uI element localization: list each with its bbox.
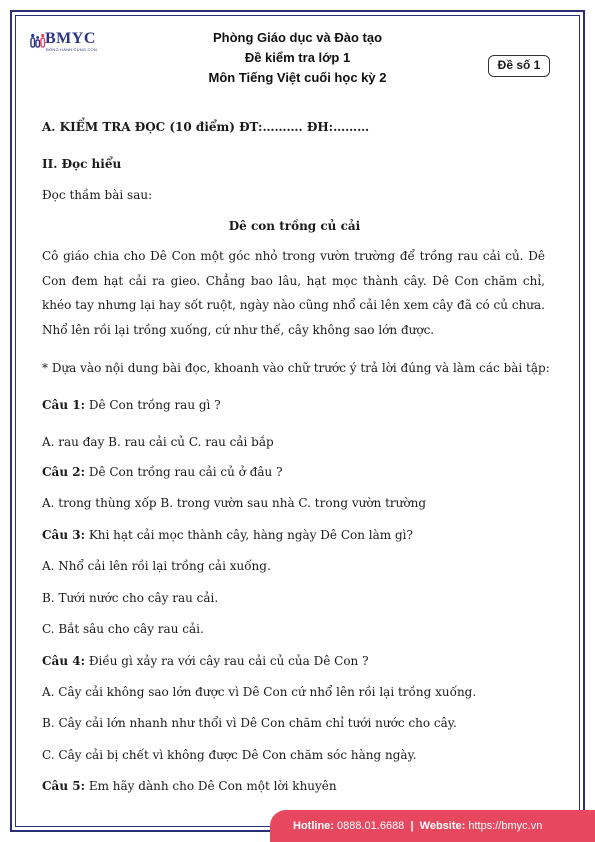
hotline-number[interactable]: 0888.01.6688: [337, 820, 405, 832]
page-frame-inner: [15, 15, 580, 827]
task-instruction: * Dựa vào nội dung bài đọc, khoanh vào chữ trước ý trả lời đúng và làm các bài tập:: [42, 361, 550, 375]
question-4-option-b: B. Cây cải lớn nhanh như thổi vì Dê Con chăm chỉ tưới nước cho cây.: [42, 716, 457, 730]
story-title: Dê con trồng củ cải: [228, 219, 361, 233]
question-3-option-c: C. Bắt sâu cho cây rau cải.: [42, 622, 204, 636]
hotline-label: Hotline:: [293, 820, 334, 832]
question-3-option-b: B. Tưới nước cho cây rau cải.: [42, 591, 219, 605]
question-text: Điều gì xảy ra với cây rau cải củ của Dê Con ?: [85, 654, 369, 668]
question-4-option-a: A. Cây cải không sao lớn được vì Dê Con cứ nhổ lên rồi lại trồng xuống.: [42, 685, 477, 699]
footer-contact-bar: [270, 810, 595, 842]
question-label: Câu 3:: [42, 528, 86, 542]
question-2-options: A. trong thùng xốp B. trong vườn sau nhà C. trong vườn trường: [42, 496, 427, 510]
logo-text: BMYC: [45, 30, 96, 47]
header-department: Phòng Giáo dục và Đào tạo: [212, 30, 383, 45]
header-subject: Môn Tiếng Việt cuối học kỳ 2: [208, 70, 387, 85]
question-1: [42, 398, 547, 412]
question-label: Câu 1:: [42, 398, 86, 412]
reading-instruction: Đọc thầm bài sau:: [42, 188, 153, 202]
question-text: Dê Con trồng rau gì ?: [85, 398, 221, 412]
question-4: [42, 654, 547, 668]
question-4-option-c: C. Cây cải bị chết vì không được Dê Con chăm sóc hàng ngày.: [42, 748, 417, 762]
question-label: Câu 5:: [42, 779, 86, 793]
website-link[interactable]: https://bmyc.vn: [468, 820, 543, 832]
exam-number-badge: Đề số 1: [488, 55, 550, 77]
question-text: Dê Con trồng rau cải củ ở đâu ?: [85, 465, 283, 479]
header-exam-title: Đề kiểm tra lớp 1: [244, 50, 351, 65]
question-text: Khi hạt cải mọc thành cây, hàng ngày Dê Con làm gì?: [85, 528, 413, 542]
question-text: Em hãy dành cho Dê Con một lời khuyên: [85, 779, 337, 793]
question-5: [42, 779, 547, 793]
question-label: Câu 4:: [42, 654, 86, 668]
question-label: Câu 2:: [42, 465, 86, 479]
question-3-option-a: A. Nhổ cải lên rồi lại trồng cải xuống.: [42, 559, 271, 573]
question-3: [42, 528, 547, 542]
logo-subtext: ĐỒNG HÀNH CÙNG CON: [46, 47, 97, 52]
section-a-heading: A. KIỂM TRA ĐỌC (10 điểm) ĐT:………. ĐH:………: [42, 120, 370, 134]
story-paragraph: Cô giáo chia cho Dê Con một góc nhỏ trong vườn trường để trồng rau cải củ. Dê Con đem hạt cải ra gieo. Chẳng bao lâu, hạt mọc thành cây. Dê Con chăm chỉ, khéo tay nhưng lại hay sốt ruột, ngày nào cũng nhổ cải lên xem cây đã có củ chưa. Nhổ lên rồi lại trồng xuống, cứ như thế, cây không sao lớn được.: [42, 249, 545, 337]
question-2: [42, 465, 547, 479]
section-ii-heading: II. Đọc hiểu: [42, 157, 122, 171]
footer-separator: |: [410, 820, 414, 832]
website-label: Website:: [419, 820, 466, 832]
question-1-options: A. rau đay B. rau cải củ C. rau cải bắp: [42, 435, 274, 449]
